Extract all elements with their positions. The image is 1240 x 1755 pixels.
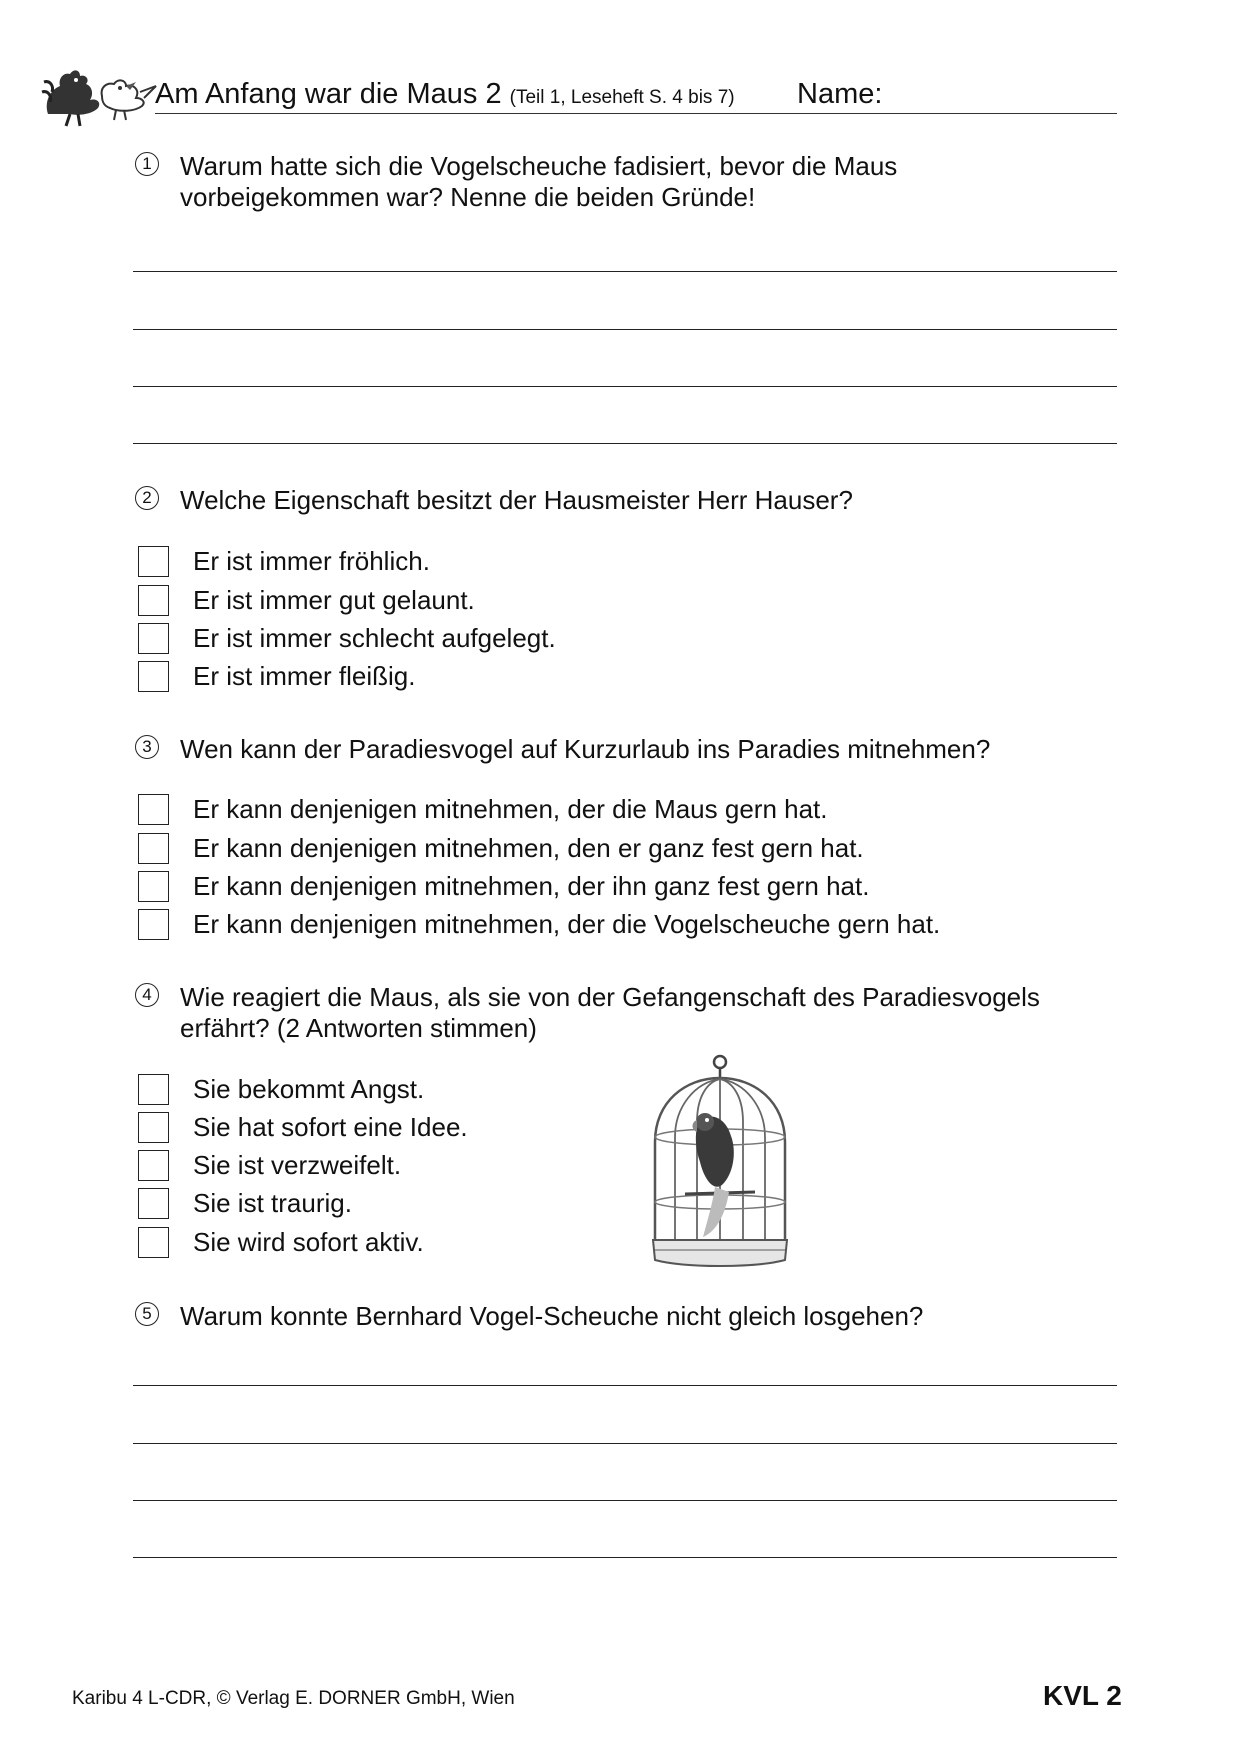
worksheet-subtitle: (Teil 1, Leseheft S. 4 bis 7): [509, 87, 735, 108]
answer-line[interactable]: [133, 329, 1117, 330]
checkbox[interactable]: [138, 871, 169, 902]
question-3-text: Wen kann der Paradiesvogel auf Kurzurlaub ins Paradies mitnehmen?: [180, 734, 991, 764]
name-label: Name:: [797, 78, 883, 110]
answer-line[interactable]: [133, 386, 1117, 387]
question-5-text: Warum konnte Bernhard Vogel-Scheuche nicht gleich losgehen?: [180, 1301, 924, 1331]
checkbox[interactable]: [138, 661, 169, 692]
question-4-text: Wie reagiert die Maus, als sie von der Gefangenschaft des Paradiesvogels erfährt? (2 Antworten stimmen): [180, 982, 1040, 1043]
checkbox[interactable]: [138, 585, 169, 616]
question-1-number: 1: [135, 152, 159, 176]
checkbox[interactable]: [138, 1188, 169, 1219]
rooster-logo-icon: [40, 62, 158, 128]
checkbox[interactable]: [138, 833, 169, 864]
question-4-number: 4: [135, 983, 159, 1007]
checkbox[interactable]: [138, 1112, 169, 1143]
answer-line[interactable]: [133, 271, 1117, 272]
name-line[interactable]: [155, 113, 1117, 114]
answer-line[interactable]: [133, 1557, 1117, 1558]
checkbox[interactable]: [138, 794, 169, 825]
question-2-text: Welche Eigenschaft besitzt der Hausmeister Herr Hauser?: [180, 485, 853, 515]
footer-copyright: Karibu 4 L-CDR, © Verlag E. DORNER GmbH, Wien: [72, 1688, 515, 1709]
question-5-number: 5: [135, 1302, 159, 1326]
worksheet-title: Am Anfang war die Maus 2 (Teil 1, Leseheft S. 4 bis 7): [155, 78, 735, 110]
question-1-text: Warum hatte sich die Vogelscheuche fadisiert, bevor die Maus vorbeigekommen war? Nenne die beiden Gründe!: [180, 151, 898, 212]
checkbox[interactable]: [138, 909, 169, 940]
checkbox[interactable]: [138, 546, 169, 577]
answer-line[interactable]: [133, 1385, 1117, 1386]
checkbox[interactable]: [138, 623, 169, 654]
bird-cage-icon: [645, 1052, 795, 1282]
checkbox[interactable]: [138, 1227, 169, 1258]
checkbox[interactable]: [138, 1074, 169, 1105]
question-2-number: 2: [135, 486, 159, 510]
answer-line[interactable]: [133, 1443, 1117, 1444]
checkbox[interactable]: [138, 1150, 169, 1181]
answer-line[interactable]: [133, 443, 1117, 444]
footer-code: KVL 2: [1043, 1680, 1122, 1711]
answer-line[interactable]: [133, 1500, 1117, 1501]
question-3-number: 3: [135, 735, 159, 759]
